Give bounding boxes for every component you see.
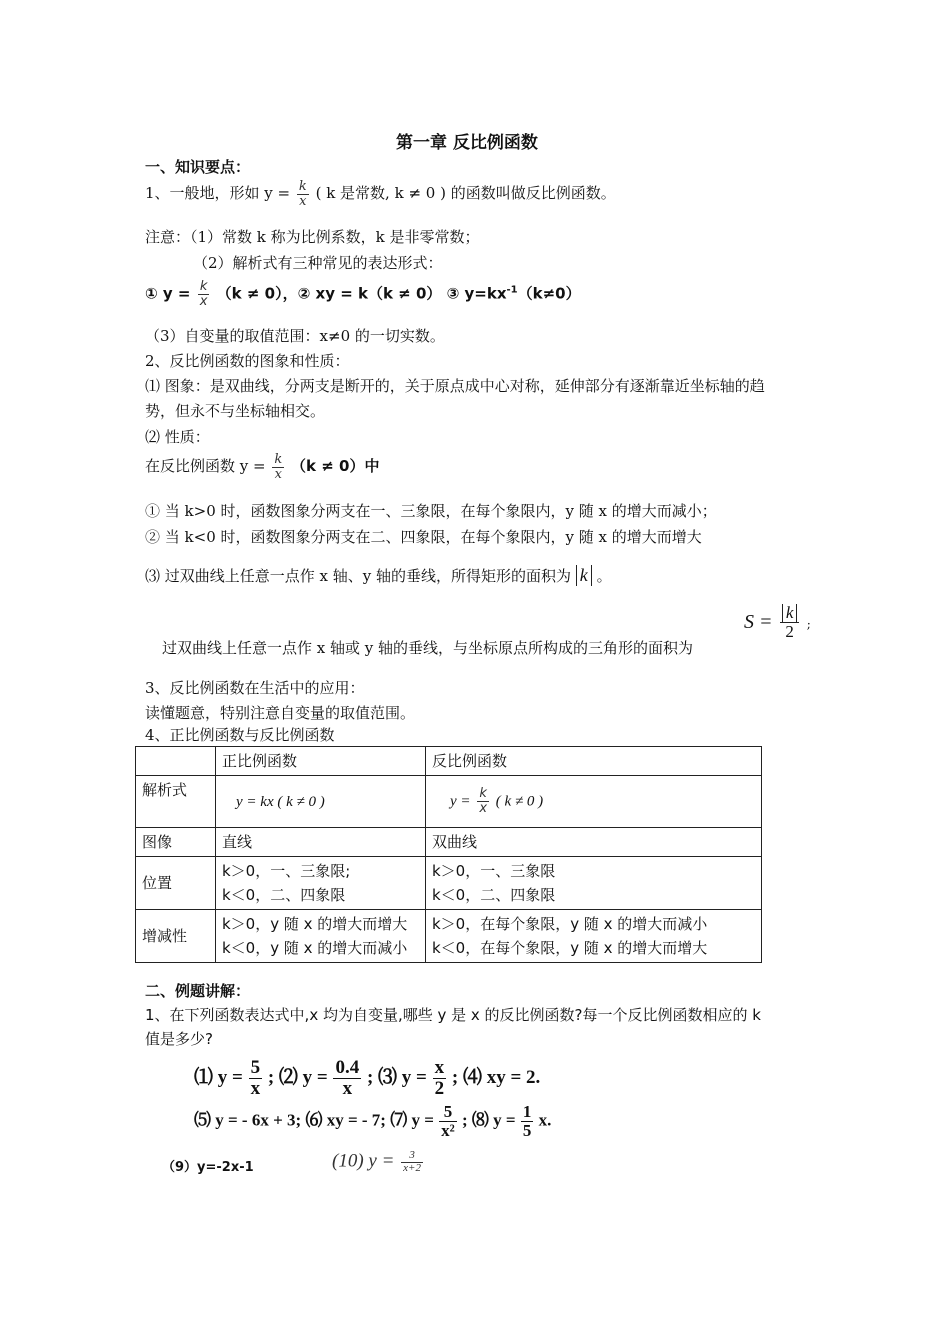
absolute-k: k (576, 565, 592, 586)
section-heading-knowledge: 一、知识要点： (145, 158, 251, 176)
formula-end: ; (806, 616, 811, 631)
fraction-expr-1 (249, 1058, 263, 1099)
fraction-denominator: x (297, 194, 309, 209)
fraction-expr-7 (439, 1103, 457, 1140)
case-k-negative: ② 当 k<0 时，函数图象分两支在二、四象限，在每个象限内，y 随 x 的增大而增大 (145, 528, 702, 546)
fraction-denominator: x (333, 1078, 361, 1099)
expr-3-label: ; ⑶ y = (366, 1066, 427, 1088)
expr-8-label: ; ⑻ y = (462, 1110, 516, 1130)
fraction-denominator: x² (441, 1120, 455, 1140)
fraction-expr-8 (521, 1103, 534, 1140)
table-cell (426, 857, 762, 910)
cell-line: k＞0，y 随 x 的增大而增大 (222, 915, 408, 933)
rectangle-area-text: ⑶ 过双曲线上任意一点作 x 轴、y 轴的垂线，所得矩形的面积为 (145, 567, 572, 585)
fraction-numerator: k (274, 452, 283, 467)
row-label-monotonicity: 增减性 (136, 910, 216, 963)
fraction-denominator: x (250, 1077, 261, 1099)
question-1-line2: 值是多少? (145, 1030, 213, 1048)
table-row (136, 857, 762, 910)
table-header-cell: 正比例函数 (216, 747, 426, 776)
note-1: 注意：（1）常数 k 称为比例系数，k 是非零常数； (145, 228, 480, 246)
expressions-row-2 (194, 1103, 551, 1140)
expressions-row-1 (194, 1058, 540, 1099)
fraction-denominator: 5 (522, 1120, 532, 1140)
fraction-denominator: x (199, 293, 208, 309)
definition-suffix: ( k 是常数, k ≠ 0 ) 的函数叫做反比例函数。 (315, 184, 616, 203)
in-function-line (145, 453, 379, 481)
fraction-expr-10 (401, 1150, 423, 1174)
table-header-row (136, 747, 762, 776)
form-b-text: （k ≠ 0），② xy = k（k ≠ 0） ③ y=kx (216, 284, 507, 303)
table-row (136, 910, 762, 963)
cell-line: k＜0，y 随 x 的增大而减小 (222, 939, 408, 957)
fraction-expr-3 (433, 1058, 447, 1099)
fraction-k-over-x (477, 787, 489, 815)
definition-prefix: 1、一般地，形如 y = (145, 184, 291, 203)
fraction-expr-2 (333, 1058, 361, 1099)
cell-line: k＞0，在每个象限，y 随 x 的增大而减小 (432, 915, 708, 933)
table-row (136, 828, 762, 857)
table-header-cell (136, 747, 216, 776)
expr-10 (332, 1150, 425, 1174)
item-2-heading: 2、反比例函数的图象和性质： (145, 352, 350, 370)
row-label-position: 位置 (136, 857, 216, 910)
area-symbol: S = (744, 610, 773, 633)
in-function-prefix: 在反比例函数 y = (145, 457, 266, 476)
expression-forms (145, 280, 581, 308)
cell-line: k＜0，二、四象限 (432, 886, 556, 904)
expr-5-7-text: ⑸ y = - 6x + 3; ⑹ xy = - 7; ⑺ y = (194, 1110, 434, 1130)
cell-line: k＜0，在每个象限，y 随 x 的增大而增大 (432, 939, 708, 957)
item-3-heading: 3、反比例函数在生活中的应用： (145, 679, 365, 697)
form-c-text: （k≠0） (517, 284, 581, 303)
cell-line: k＞0，一、三象限; (222, 862, 351, 880)
table-cell (216, 910, 426, 963)
fraction-denominator: 2 (434, 1077, 445, 1099)
expr-4-text: ; ⑷ xy = 2. (451, 1066, 541, 1088)
rectangle-area-end: 。 (596, 567, 612, 585)
case-k-positive: ① 当 k>0 时，函数图象分两支在一、三象限，在每个象限内，y 随 x 的增大而减小； (145, 502, 717, 520)
table-cell (426, 910, 762, 963)
fraction-numerator: 5 (250, 1057, 261, 1078)
fraction-denominator: x (479, 801, 488, 816)
cell-line: k＞0，一、三象限 (432, 862, 556, 880)
fraction-numerator: 3 (409, 1149, 415, 1161)
rectangle-area-line (145, 565, 612, 586)
row-label-expression: 解析式 (136, 776, 216, 828)
fraction-k-over-x (297, 180, 309, 208)
table-cell: 直线 (216, 828, 426, 857)
fraction-numerator: k (199, 279, 208, 294)
fraction-abs-k-over-2 (780, 604, 800, 641)
in-function-suffix: （k ≠ 0）中 (291, 457, 380, 476)
exponent: -1 (506, 284, 518, 296)
absolute-k: k (782, 604, 798, 622)
fraction-k-over-x (198, 280, 210, 308)
row-label-image: 图像 (136, 828, 216, 857)
fraction-numerator: 5 (443, 1102, 453, 1121)
graph-desc-line1: ⑴ 图象：是双曲线，分两支是断开的，关于原点成中心对称，延伸部分有逐渐靠近坐标轴的趋 (145, 377, 765, 395)
fraction-numerator: k (479, 786, 487, 802)
expr-8-suffix: x. (538, 1110, 552, 1130)
fraction-numerator: k (298, 179, 307, 194)
expr-2-label: ; ⑵ y = (267, 1066, 328, 1088)
expr-1-label: ⑴ y = (194, 1066, 243, 1088)
table-row (136, 776, 762, 828)
table-cell (216, 857, 426, 910)
direct-expression: y = kx ( k ≠ 0 ) (236, 794, 325, 810)
table-cell: 双曲线 (426, 828, 762, 857)
fraction-denominator: x+2 (403, 1161, 421, 1174)
inverse-expression-cell (426, 776, 762, 828)
section-heading-examples: 二、例题讲解： (145, 982, 251, 1000)
fraction-denominator: 2 (780, 622, 800, 641)
triangle-area-formula (744, 604, 811, 641)
triangle-area-text: 过双曲线上任意一点作 x 轴或 y 轴的垂线，与坐标原点所构成的三角形的面积为 (162, 639, 694, 657)
inverse-expression-prefix: y = (450, 794, 471, 810)
table-header-cell: 反比例函数 (426, 747, 762, 776)
definition-line (145, 180, 616, 208)
item-3-note: 读懂题意，特别注意自变量的取值范围。 (145, 704, 416, 722)
inverse-expression-suffix: ( k ≠ 0 ) (495, 794, 544, 810)
expr-10-label: (10) y = (332, 1150, 395, 1172)
page-title: 第一章 反比例函数 (396, 133, 538, 153)
fraction-numerator: x (434, 1057, 445, 1078)
note-3: （3）自变量的取值范围：x≠0 的一切实数。 (145, 327, 445, 345)
fraction-numerator: 1 (522, 1102, 532, 1121)
item-4-heading: 4、正比例函数与反比例函数 (145, 726, 335, 744)
question-1-line1: 1、在下列函数表达式中,x 均为自变量,哪些 y 是 x 的反比例函数?每一个反比例函数相应的 k (145, 1006, 761, 1024)
fraction-k-over-x (272, 453, 284, 481)
note-2: （2）解析式有三种常见的表达形式： (193, 254, 443, 272)
comparison-table (135, 746, 762, 963)
cell-line: k＜0，二、四象限 (222, 886, 346, 904)
graph-desc-line2: 势，但永不与坐标轴相交。 (145, 402, 326, 420)
fraction-denominator: x (272, 467, 284, 482)
direct-expression-cell (216, 776, 426, 828)
expr-9: （9）y=-2x-1 (162, 1160, 254, 1175)
properties-heading: ⑵ 性质： (145, 428, 210, 446)
fraction-numerator: 0.4 (335, 1057, 360, 1078)
form-a-label: ① y = (145, 284, 191, 303)
